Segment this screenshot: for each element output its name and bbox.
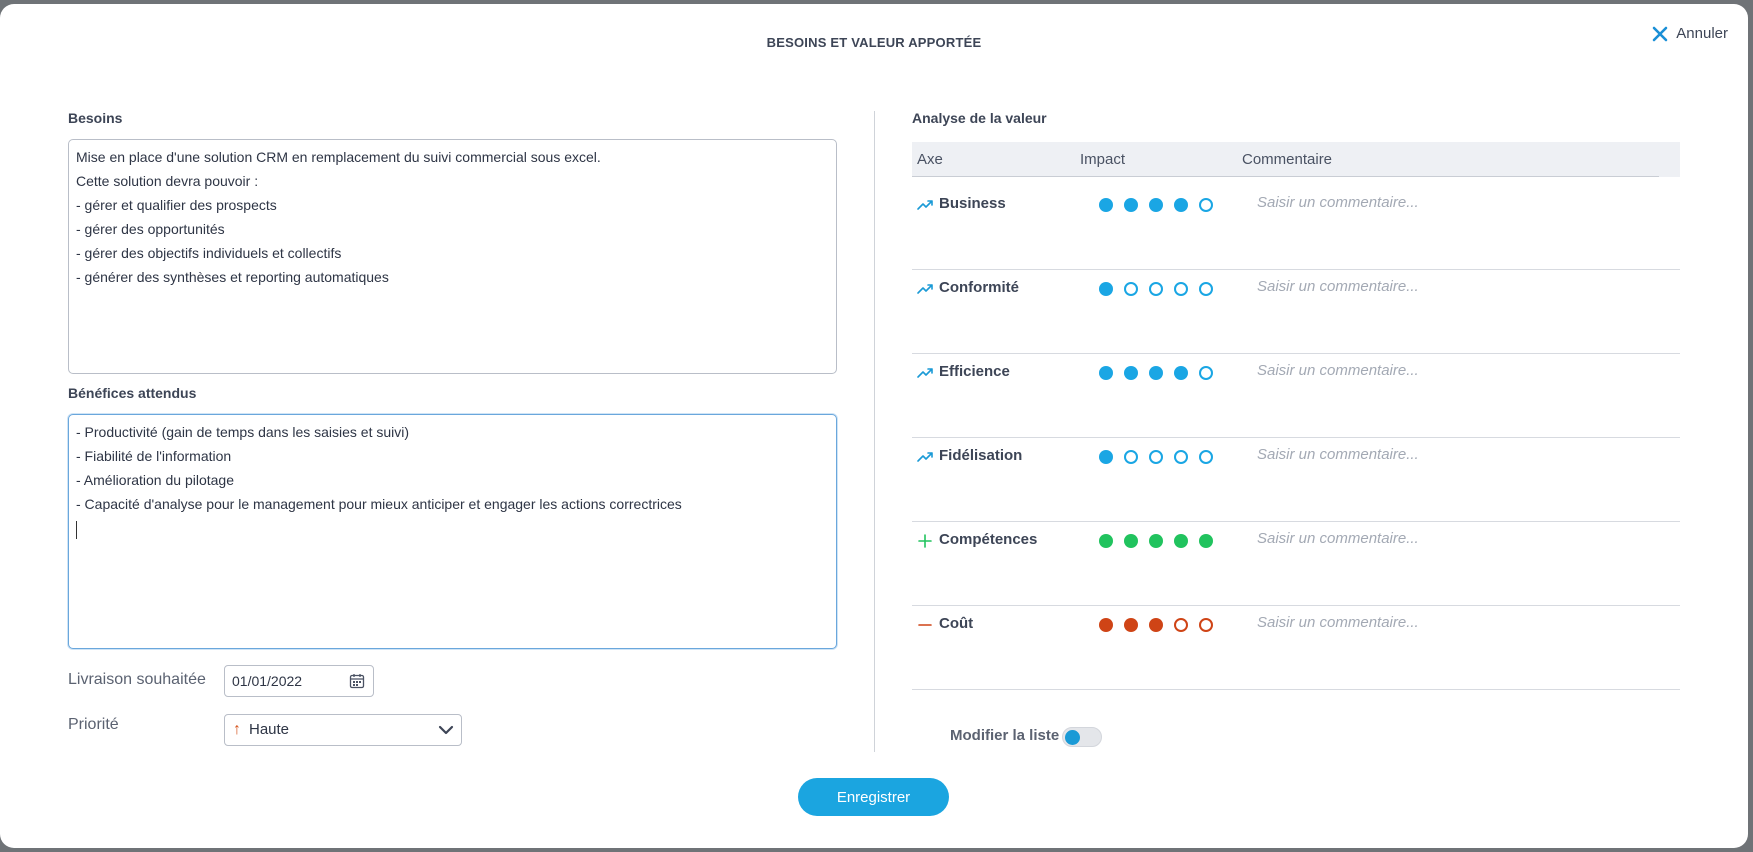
livraison-date-value: 01/01/2022 xyxy=(232,673,303,689)
impact-dot-empty[interactable] xyxy=(1124,282,1138,296)
save-button[interactable]: Enregistrer xyxy=(798,778,949,816)
impact-rating xyxy=(1099,198,1213,212)
modifier-liste-toggle[interactable] xyxy=(1062,727,1102,747)
analyse-table-header xyxy=(912,142,1680,177)
trend-up-icon xyxy=(916,364,934,382)
cancel-label: Annuler xyxy=(1676,25,1728,42)
impact-dot-empty[interactable] xyxy=(1199,450,1213,464)
minus-icon xyxy=(916,616,934,634)
column-divider xyxy=(874,111,875,752)
besoins-textarea[interactable] xyxy=(68,139,837,374)
benefices-line: - Capacité d'analyse pour le management pour mieux anticiper et engager les actions correctrices xyxy=(76,496,682,512)
comment-input[interactable]: Saisir un commentaire... xyxy=(1257,530,1419,547)
impact-dot-filled[interactable] xyxy=(1099,450,1113,464)
impact-dot-filled[interactable] xyxy=(1124,534,1138,548)
analyse-row xyxy=(912,186,1680,270)
text-caret xyxy=(76,521,77,539)
benefices-label: Bénéfices attendus xyxy=(68,385,197,401)
trend-up-icon xyxy=(916,280,934,298)
analyse-row xyxy=(912,522,1680,606)
impact-rating xyxy=(1099,450,1213,464)
besoins-line: Cette solution devra pouvoir : xyxy=(76,173,259,189)
plus-icon xyxy=(916,532,934,550)
analyse-row xyxy=(912,606,1680,690)
benefices-line: - Amélioration du pilotage xyxy=(76,472,234,488)
impact-dot-empty[interactable] xyxy=(1199,282,1213,296)
besoins-line: - générer des synthèses et reporting automatiques xyxy=(76,269,389,285)
impact-dot-empty[interactable] xyxy=(1149,282,1163,296)
axe-name: Conformité xyxy=(939,279,1019,296)
analyse-row xyxy=(912,270,1680,354)
impact-dot-filled[interactable] xyxy=(1124,198,1138,212)
impact-dot-filled[interactable] xyxy=(1099,534,1113,548)
modal-dialog xyxy=(0,4,1748,848)
comment-input[interactable]: Saisir un commentaire... xyxy=(1257,362,1419,379)
livraison-date-input[interactable] xyxy=(224,665,374,697)
impact-dot-filled[interactable] xyxy=(1149,534,1163,548)
comment-input[interactable]: Saisir un commentaire... xyxy=(1257,278,1419,295)
impact-rating xyxy=(1099,282,1213,296)
besoins-line: - gérer et qualifier des prospects xyxy=(76,197,277,213)
header-underline xyxy=(912,176,1659,177)
modifier-liste-label: Modifier la liste xyxy=(950,727,1060,744)
impact-dot-filled[interactable] xyxy=(1124,366,1138,380)
impact-dot-filled[interactable] xyxy=(1149,618,1163,632)
priorite-label: Priorité xyxy=(68,716,119,733)
analyse-label: Analyse de la valeur xyxy=(912,110,1047,126)
impact-dot-empty[interactable] xyxy=(1174,618,1188,632)
arrow-up-icon: ↑ xyxy=(233,721,241,738)
chevron-down-icon xyxy=(437,721,455,739)
impact-dot-empty[interactable] xyxy=(1174,282,1188,296)
analyse-row xyxy=(912,438,1680,522)
impact-dot-empty[interactable] xyxy=(1124,450,1138,464)
impact-dot-empty[interactable] xyxy=(1199,618,1213,632)
impact-rating xyxy=(1099,366,1213,380)
comment-input[interactable]: Saisir un commentaire... xyxy=(1257,446,1419,463)
livraison-label: Livraison souhaitée xyxy=(68,671,206,688)
axe-name: Efficience xyxy=(939,363,1010,380)
impact-dot-filled[interactable] xyxy=(1099,618,1113,632)
axe-name: Business xyxy=(939,195,1006,212)
impact-dot-filled[interactable] xyxy=(1174,198,1188,212)
comment-input[interactable]: Saisir un commentaire... xyxy=(1257,194,1419,211)
impact-dot-filled[interactable] xyxy=(1199,534,1213,548)
impact-dot-empty[interactable] xyxy=(1199,198,1213,212)
impact-dot-empty[interactable] xyxy=(1174,450,1188,464)
besoins-line: - gérer des opportunités xyxy=(76,221,225,237)
priorite-select[interactable] xyxy=(224,714,462,746)
axe-name: Coût xyxy=(939,615,974,632)
trend-up-icon xyxy=(916,448,934,466)
modal-title: BESOINS ET VALEUR APPORTÉE xyxy=(766,35,982,50)
impact-dot-empty[interactable] xyxy=(1149,450,1163,464)
text-caret-line xyxy=(76,516,829,540)
calendar-icon[interactable] xyxy=(349,673,365,689)
impact-dot-filled[interactable] xyxy=(1124,618,1138,632)
impact-dot-filled[interactable] xyxy=(1099,366,1113,380)
impact-dot-filled[interactable] xyxy=(1174,534,1188,548)
besoins-line: - gérer des objectifs individuels et collectifs xyxy=(76,245,342,261)
benefices-line: - Productivité (gain de temps dans les saisies et suivi) xyxy=(76,424,410,440)
column-axe: Axe xyxy=(917,151,943,168)
column-commentaire: Commentaire xyxy=(1242,151,1333,168)
impact-rating xyxy=(1099,534,1213,548)
priorite-value: Haute xyxy=(249,721,290,738)
impact-dot-filled[interactable] xyxy=(1174,366,1188,380)
benefices-line: - Fiabilité de l'information xyxy=(76,448,232,464)
close-icon xyxy=(1652,26,1668,42)
axe-name: Compétences xyxy=(939,531,1038,548)
impact-dot-filled[interactable] xyxy=(1099,198,1113,212)
comment-input[interactable]: Saisir un commentaire... xyxy=(1257,614,1419,631)
axe-name: Fidélisation xyxy=(939,447,1023,464)
impact-dot-empty[interactable] xyxy=(1199,366,1213,380)
besoins-line: Mise en place d'une solution CRM en remplacement du suivi commercial sous excel. xyxy=(76,149,601,165)
besoins-label: Besoins xyxy=(68,110,123,126)
impact-dot-filled[interactable] xyxy=(1149,366,1163,380)
impact-dot-filled[interactable] xyxy=(1099,282,1113,296)
impact-rating xyxy=(1099,618,1213,632)
analyse-row xyxy=(912,354,1680,438)
column-impact: Impact xyxy=(1080,151,1126,168)
impact-dot-filled[interactable] xyxy=(1149,198,1163,212)
toggle-knob xyxy=(1065,730,1080,745)
trend-up-icon xyxy=(916,196,934,214)
cancel-button[interactable] xyxy=(1652,25,1728,42)
benefices-textarea[interactable] xyxy=(68,414,837,649)
